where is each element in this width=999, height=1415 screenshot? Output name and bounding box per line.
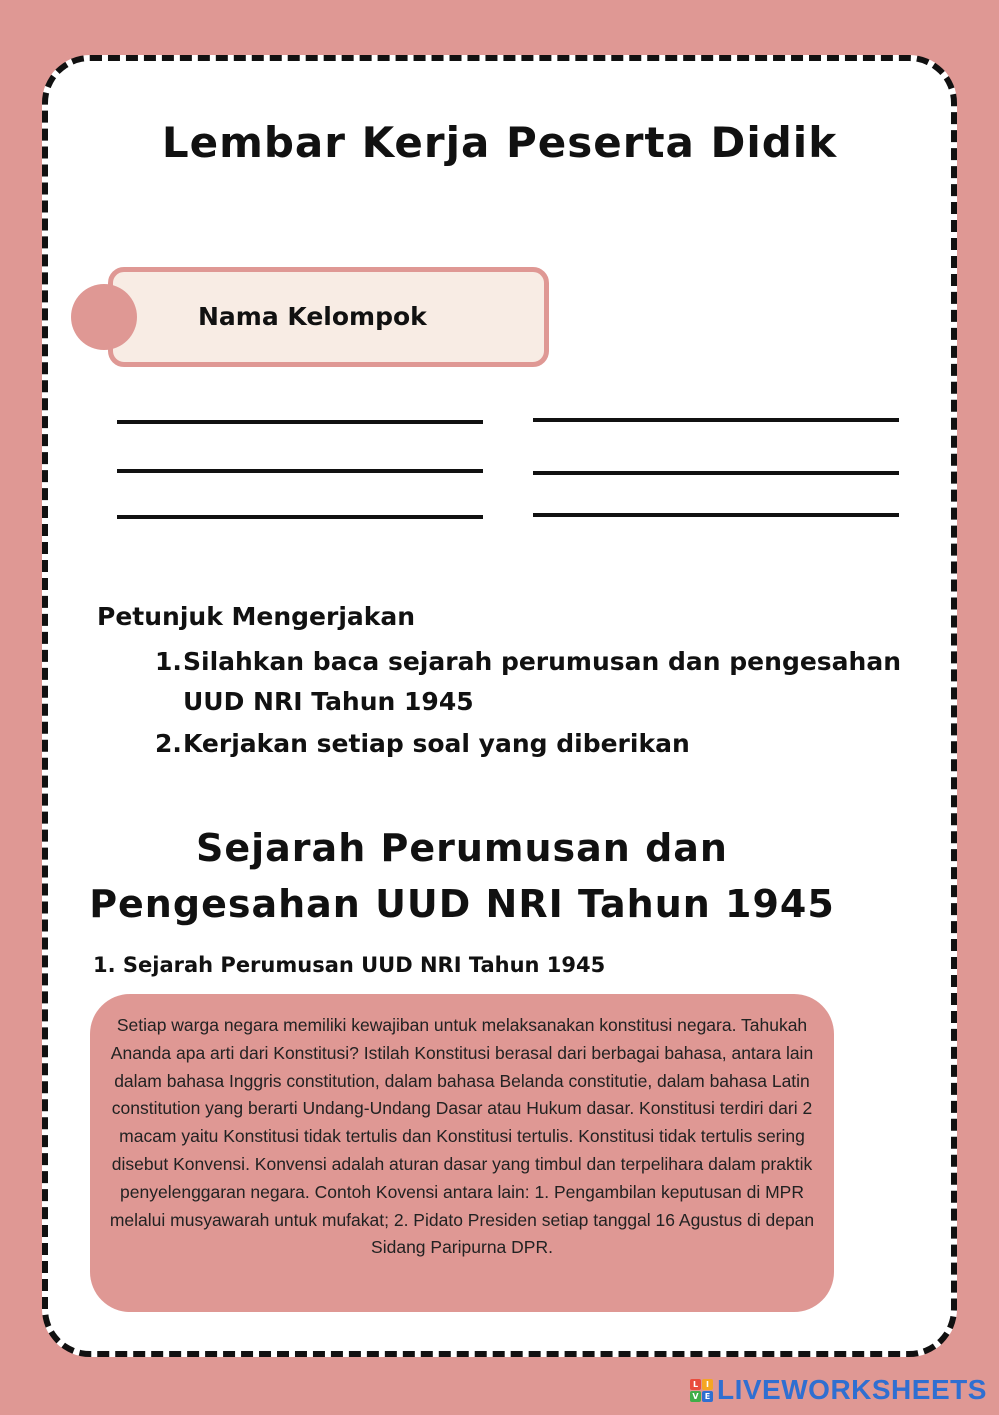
group-member-line-2[interactable] xyxy=(533,418,899,422)
logo-tile: V xyxy=(690,1391,701,1402)
section-subtitle: 1. Sejarah Perumusan UUD NRI Tahun 1945 xyxy=(93,953,606,977)
instruction-item xyxy=(155,724,915,764)
instruction-item xyxy=(155,642,915,722)
liveworksheets-logo-icon xyxy=(690,1379,713,1402)
logo-tile: E xyxy=(702,1391,713,1402)
group-member-line-5[interactable] xyxy=(117,515,483,519)
logo-tile: I xyxy=(702,1379,713,1390)
instruction-number: 1. xyxy=(155,647,182,676)
watermark-text: LIVEWORKSHEETS xyxy=(717,1374,987,1405)
instruction-text: Silahkan baca sejarah perumusan dan pengesahan UUD NRI Tahun 1945 xyxy=(183,647,902,716)
section-title-line-1: Sejarah Perumusan dan xyxy=(196,826,728,870)
section-title xyxy=(0,820,924,932)
group-name-label: Nama Kelompok xyxy=(198,302,427,331)
page-title: Lembar Kerja Peserta Didik xyxy=(161,118,838,167)
group-member-line-3[interactable] xyxy=(117,469,483,473)
circle-decoration-icon xyxy=(71,284,137,350)
instruction-text: Kerjakan setiap soal yang diberikan xyxy=(183,729,690,758)
reading-passage: Setiap warga negara memiliki kewajiban untuk melaksanakan konstitusi negara. Tahukah Ananda apa arti dari Konstitusi? Istilah Konstitusi berasal dari berbagai bahasa, antara lain dalam bahasa Inggris constitution, dalam bahasa Belanda constitutie, dalam bahasa Latin constitution yang berarti Undang-Undang Dasar atau Hukum dasar. Konstitusi terdiri dari 2 macam yaitu Konstitusi tidak tertulis dan Konstitusi tertulis. Konstitusi tidak tertulis sering disebut Konvensi. Konvensi adalah aturan dasar yang timbul dan terpelihara dalam praktik penyelenggaran negara. Contoh Kovensi antara lain: 1. Pengambilan keputusan di MPR melalui musyawarah untuk mufakat; 2. Pidato Presiden setiap tanggal 16 Agustus di depan Sidang Paripurna DPR. xyxy=(90,994,834,1312)
instructions-list xyxy=(155,642,915,764)
instructions-heading: Petunjuk Mengerjakan xyxy=(97,602,416,631)
group-member-line-6[interactable] xyxy=(533,513,899,517)
liveworksheets-watermark xyxy=(690,1373,987,1407)
group-member-line-1[interactable] xyxy=(117,420,483,424)
instruction-number: 2. xyxy=(155,729,182,758)
logo-tile: L xyxy=(690,1379,701,1390)
group-member-line-4[interactable] xyxy=(533,471,899,475)
section-title-line-2: Pengesahan UUD NRI Tahun 1945 xyxy=(89,882,835,926)
